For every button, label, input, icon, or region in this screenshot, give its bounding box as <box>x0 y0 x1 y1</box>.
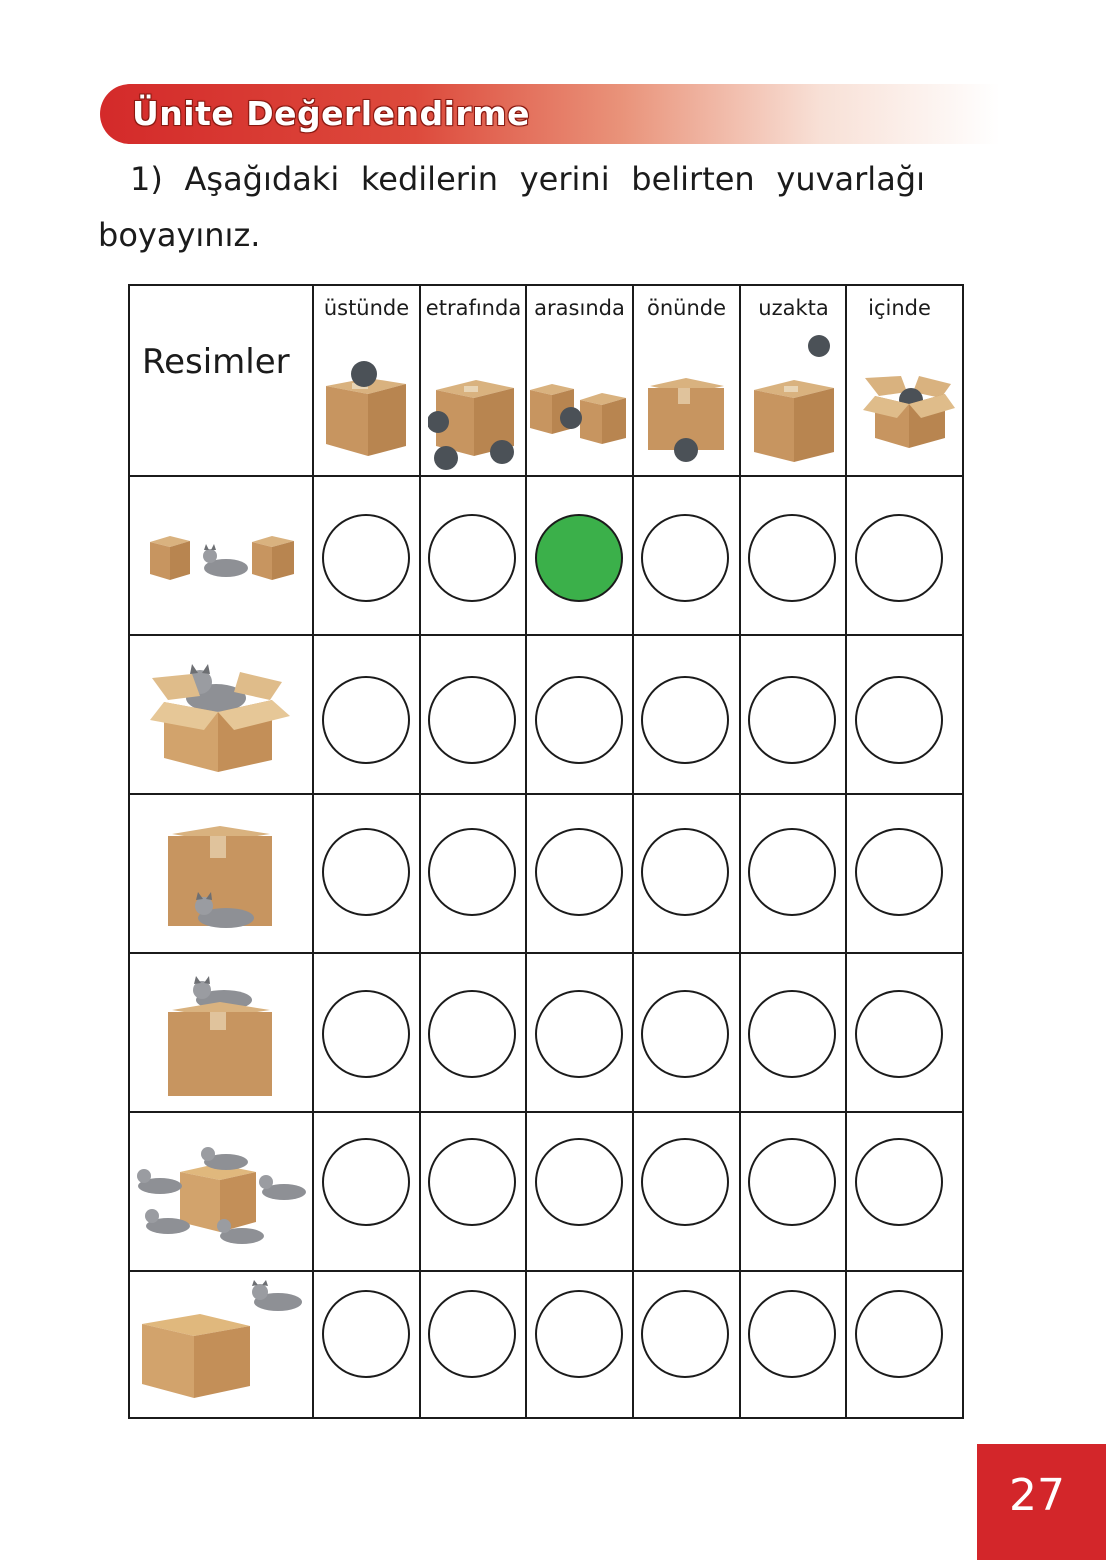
answer-circle[interactable] <box>428 676 516 764</box>
cat-in-open-box-picture <box>148 660 294 776</box>
answer-circle[interactable] <box>535 828 623 916</box>
cat-on-box-picture <box>166 976 276 1098</box>
answer-circle[interactable] <box>855 514 943 602</box>
answer-circle[interactable] <box>322 1138 410 1226</box>
answer-circle[interactable] <box>748 514 836 602</box>
answer-circle[interactable] <box>641 1138 729 1226</box>
answer-circle[interactable] <box>322 990 410 1078</box>
answer-circle[interactable] <box>855 828 943 916</box>
page-number-box <box>977 1444 1106 1560</box>
page-number: 27 <box>1009 1470 1065 1521</box>
header-etrafinda: etrafında <box>425 296 522 320</box>
header-onunde: önünde <box>646 296 727 320</box>
ball-far-from-box-icon <box>750 332 840 468</box>
answer-circle[interactable] <box>428 1138 516 1226</box>
answer-circle-filled[interactable] <box>535 514 623 602</box>
cat-in-front-of-box-picture <box>166 824 276 934</box>
banner-title: Ünite Değerlendirme <box>132 94 530 133</box>
answer-circle[interactable] <box>748 828 836 916</box>
header-icinde: içinde <box>868 296 931 320</box>
unit-banner <box>100 84 1000 144</box>
answer-circle[interactable] <box>641 990 729 1078</box>
answer-circle[interactable] <box>322 676 410 764</box>
answer-circle[interactable] <box>855 990 943 1078</box>
answer-circle[interactable] <box>641 1290 729 1378</box>
cat-far-from-box-picture <box>138 1280 308 1400</box>
answer-circle[interactable] <box>535 1290 623 1378</box>
answer-table <box>128 284 964 1419</box>
answer-circle[interactable] <box>428 828 516 916</box>
ball-between-boxes-icon <box>528 380 632 450</box>
box-ball-on-top-icon <box>322 356 412 462</box>
answer-circle[interactable] <box>428 514 516 602</box>
box-balls-around-icon <box>428 374 520 472</box>
answer-circle[interactable] <box>855 1138 943 1226</box>
answer-circle[interactable] <box>641 514 729 602</box>
answer-circle[interactable] <box>855 676 943 764</box>
answer-circle[interactable] <box>855 1290 943 1378</box>
question-line-2: boyayınız. <box>98 216 261 254</box>
answer-circle[interactable] <box>428 1290 516 1378</box>
cat-between-boxes-picture <box>146 534 298 584</box>
cats-around-box-picture <box>132 1136 310 1246</box>
answer-circle[interactable] <box>535 676 623 764</box>
answer-circle[interactable] <box>748 1138 836 1226</box>
answer-circle[interactable] <box>641 828 729 916</box>
answer-circle[interactable] <box>641 676 729 764</box>
answer-circle[interactable] <box>322 828 410 916</box>
ball-in-front-of-box-icon <box>646 376 728 462</box>
answer-circle[interactable] <box>322 514 410 602</box>
header-arasinda: arasında <box>534 296 625 320</box>
question-line-1: 1) Aşağıdaki kedilerin yerini belirten yuvarlağı <box>130 160 925 198</box>
answer-circle[interactable] <box>748 1290 836 1378</box>
header-uzakta: uzakta <box>758 296 829 320</box>
answer-circle[interactable] <box>748 676 836 764</box>
answer-circle[interactable] <box>535 1138 623 1226</box>
answer-circle[interactable] <box>535 990 623 1078</box>
answer-circle[interactable] <box>748 990 836 1078</box>
ball-in-open-box-icon <box>861 374 957 456</box>
answer-circle[interactable] <box>428 990 516 1078</box>
header-ustunde: üstünde <box>323 296 410 320</box>
answer-circle[interactable] <box>322 1290 410 1378</box>
header-resimler: Resimler <box>142 342 290 382</box>
